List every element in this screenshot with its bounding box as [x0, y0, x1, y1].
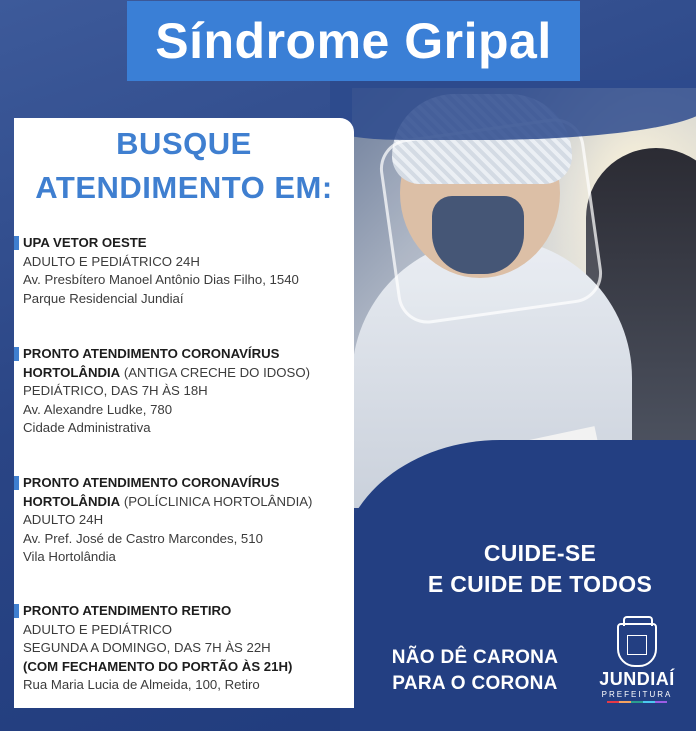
logo-stripe [655, 701, 667, 703]
entry-line: ADULTO 24H [23, 512, 104, 528]
entry-bold-line: (COM FECHAMENTO DO PORTÃO ÀS 21H) [23, 658, 293, 674]
logo-stripe [619, 701, 631, 703]
entry-line: Rua Maria Lucia de Almeida, 100, Retiro [23, 677, 260, 693]
panel-heading-line1: BUSQUE [116, 126, 252, 161]
page-title: Síndrome Gripal [155, 13, 552, 69]
slogan-line: E CUIDE DE TODOS [427, 571, 653, 597]
entry-line: ADULTO E PEDIÁTRICO [23, 621, 172, 637]
entry-line: Av. Presbítero Manoel Antônio Dias Filho, 1540 [23, 272, 299, 288]
crest-icon [617, 623, 657, 667]
entry-name: PRONTO ATENDIMENTO CORONAVÍRUS [23, 346, 280, 361]
logo-sub: PREFEITURA [601, 690, 673, 699]
logo-color-stripes [607, 701, 667, 703]
shield-inner [627, 635, 647, 655]
location-entry-policlinica [14, 474, 344, 567]
logo-stripe [643, 701, 655, 703]
entry-name-line2 [14, 493, 344, 512]
prefeitura-logo [597, 623, 677, 703]
entry-name: PRONTO ATENDIMENTO CORONAVÍRUS [23, 475, 280, 490]
logo-name: JUNDIAÍ [599, 669, 675, 689]
logo-stripe [607, 701, 619, 703]
location-entry-antiga-creche [14, 345, 344, 438]
entry-line: Parque Residencial Jundiaí [23, 290, 184, 306]
entry-name2-suffix: (POLÍCLINICA HORTOLÂNDIA) [120, 493, 313, 509]
entry-marker [14, 476, 19, 490]
panel-heading-line2: ATENDIMENTO EM: [35, 170, 333, 205]
entry-name2-suffix: (ANTIGA CRECHE DO IDOSO) [120, 364, 310, 380]
entry-name2: HORTOLÂNDIA [23, 493, 121, 509]
title-banner [127, 1, 580, 81]
location-entry-upa-vetor-oeste [14, 234, 344, 308]
slogan-cuide-se [380, 538, 696, 600]
slogan-line: CUIDE-SE [483, 540, 597, 566]
entry-line: Av. Alexandre Ludke, 780 [23, 401, 173, 417]
entry-name-line2 [14, 364, 344, 383]
entry-marker [14, 236, 19, 250]
slogan-line: PARA O CORONA [392, 673, 558, 694]
entry-line: PEDIÁTRICO, DAS 7H ÀS 18H [23, 383, 208, 399]
entry-line: SEGUNDA A DOMINGO, DAS 7H ÀS 22H [23, 640, 271, 656]
entry-marker [14, 347, 19, 361]
entry-line: Av. Pref. José de Castro Marcondes, 510 [23, 530, 263, 546]
face-shield [376, 115, 606, 328]
location-entry-retiro [14, 602, 344, 695]
slogan-nao-de-carona [370, 645, 580, 697]
slogan-line: NÃO DÊ CARONA [391, 647, 559, 668]
entry-line: Cidade Administrativa [23, 420, 151, 436]
crown-icon [623, 616, 653, 626]
entry-name2: HORTOLÂNDIA [23, 364, 121, 380]
entry-name: UPA VETOR OESTE [23, 235, 147, 250]
entry-line: ADULTO E PEDIÁTRICO 24H [23, 253, 200, 269]
entry-marker [14, 604, 19, 618]
logo-stripe [631, 701, 643, 703]
entry-name: PRONTO ATENDIMENTO RETIRO [23, 603, 232, 618]
entry-line: Vila Hortolândia [23, 549, 116, 565]
